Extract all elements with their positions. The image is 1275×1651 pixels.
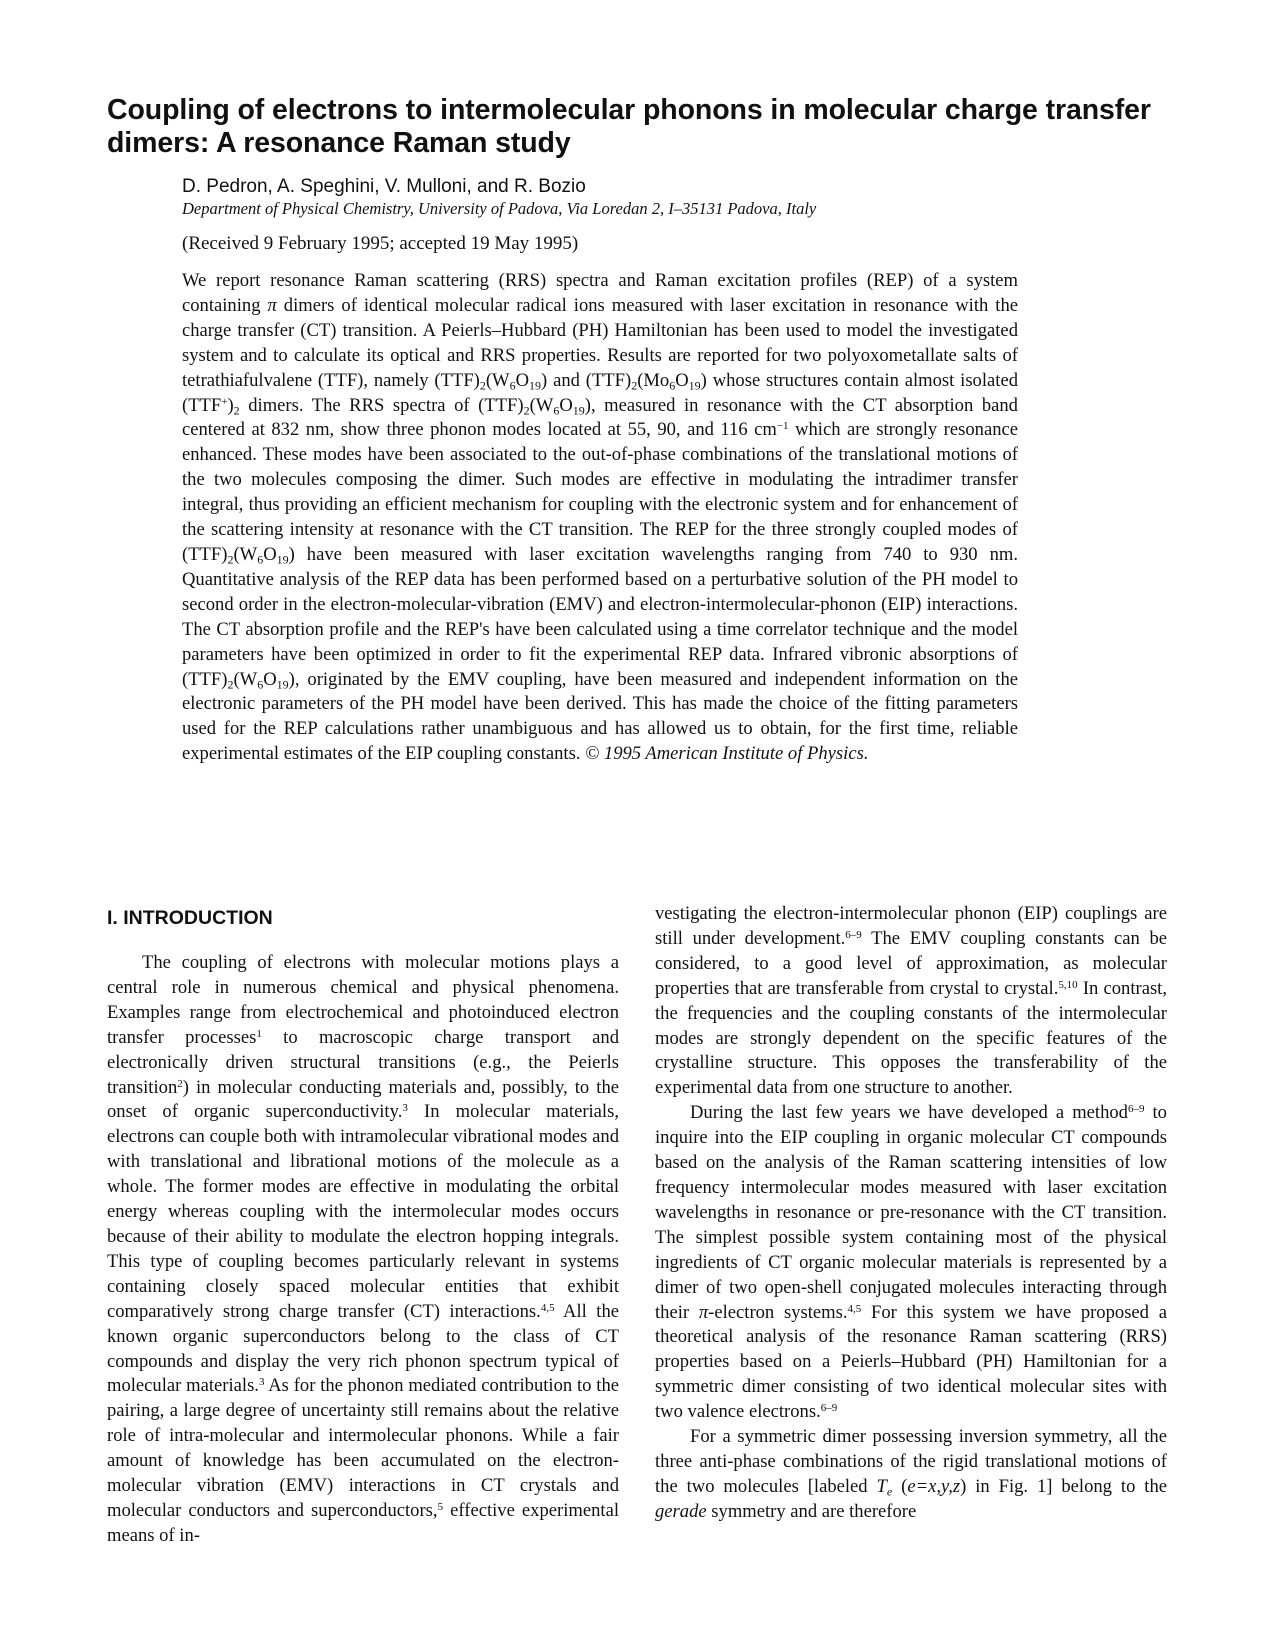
affiliation: Department of Physical Chemistry, University of Padova, Via Loredan 2, I–35131 Padova, Italy: [182, 199, 817, 218]
left-column: [107, 951, 619, 1549]
intro-paragraph-2: During the last few years we have developed a method$^{6-9}$ to inquire into the EIP coupling in organic molecular CT compounds based on the analysis of the Raman scattering intensities of low frequency intermolecular modes measured with laser excitation wavelengths in resonance or pre-resonance with the CT transition. The simplest possible system containing most of the physical ingredients of CT organic molecular materials is represented by a dimer of two open-shell conjugated molecules interacting through their π-electron systems.$^{4,5}$ For this system we have proposed a theoretical analysis of the resonance Raman scattering (RRS) properties based on a Peierls–Hubbard (PH) Hamiltonian for a symmetric dimer consisting of two identical molecular sites with two valence electrons.$^{6-9}$: [655, 1102, 1167, 1423]
copyright-notice: © 1995 American Institute of Physics.: [580, 743, 869, 765]
citation: 6–9: [1127, 1103, 1145, 1116]
intro-paragraph-3: For a symmetric dimer possessing inversion symmetry, all the three anti-phase combinations of the rigid translational motions of the two molecules [labeled $T_e$ (e=x,y,z) in Fig. 1] belong to the gerade symmetry and are therefore: [655, 1426, 1167, 1522]
citation: 1: [256, 1027, 262, 1040]
intro-paragraph-1-continued: vestigating the electron-intermolecular phonon (EIP) couplings are still under development.$^{6-9}$ The EMV coupling constants can be considered, to a good level of approximation, as molecular properties that are transferable from crystal to crystal.$^{5,10}$ In contrast, the frequencies and the coupling constants of the intermolecular modes are strongly dependent on the specific features of the crystalline structure. This opposes the transferability of the experimental data from one structure to another.: [655, 903, 1167, 1099]
citation: 6–9: [820, 1402, 838, 1415]
intro-paragraph-1: The coupling of electrons with molecular motions plays a central role in numerous chemical and physical phenomena. Examples range from electrochemical and photoinduced electron transfer processes$^1$ to macroscopic charge transport and electronically driven structural transitions (e.g., the Peierls transition$^2$) in molecular conducting materials and, possibly, to the onset of organic superconductivity.$^3$ In molecular materials, electrons can couple both with intramolecular vibrational modes and with translational and librational motions of the molecule as a whole. The former modes are effective in modulating the orbital energy whereas coupling with the intermolecular modes occurs because of their ability to modulate the electron hopping integrals. This type of coupling becomes particularly relevant in systems containing closely spaced molecular entities that exhibit comparatively strong charge transfer (CT) interactions.$^{4,5}$ All the known organic superconductors belong to the class of CT compounds and display the very rich phonon spectrum typical of molecular materials.$^3$ As for the phonon mediated contribution to the pairing, a large degree of uncertainty still remains about the relative role of intra-molecular and intermolecular phonons. While a fair amount of knowledge has been accumulated on the electron-molecular vibration (EMV) interactions in CT crystals and molecular conductors and superconductors,$^5$ effective experimental means of in-: [107, 952, 619, 1546]
citation: 5: [437, 1500, 444, 1513]
author-list: D. Pedron, A. Speghini, V. Mulloni, and R. Bozio: [182, 176, 586, 197]
received-dates: (Received 9 February 1995; accepted 19 May 1995): [182, 233, 579, 254]
citation: 2: [177, 1077, 183, 1090]
citation: 5,10: [1058, 978, 1078, 991]
citation: 4,5: [540, 1301, 555, 1314]
citation: 3: [402, 1102, 408, 1115]
section-heading: I. INTRODUCTION: [107, 907, 273, 929]
paper-title: Coupling of electrons to intermolecular phonons in molecular charge transfer dimers: A resonance Raman study: [107, 94, 1151, 159]
abstract: We report resonance Raman scattering (RRS) spectra and Raman excitation profiles (REP) of a system containing π dimers of identical molecular radical ions measured with laser excitation in resonance with the charge transfer (CT) transition. A Peierls–Hubbard (PH) Hamiltonian has been used to model the investigated system and to calculate its optical and RRS properties. Results are reported for two polyoxometallate salts of tetrathiafulvalene (TTF), namely $(TTF)_2(W_6O_{19})$ and $(TTF)_2(Mo_6O_{19})$ whose structures contain almost isolated $(TTF^+)_2$ dimers. The RRS spectra of $(TTF)_2(W_6O_{19})$, measured in resonance with the CT absorption band centered at 832 nm, show three phonon modes located at 55, 90, and 116 $cm^{-1}$ which are strongly resonance enhanced. These modes have been associated to the out-of-phase combinations of the translational motions of the two molecules composing the dimer. Such modes are effective in modulating the intradimer transfer integral, thus providing an efficient mechanism for coupling with the electronic system and for enhancement of the scattering intensity at resonance with the CT transition. The REP for the three strongly coupled modes of $(TTF)_2(W_6O_{19})$ have been measured with laser excitation wavelengths ranging from 740 to 930 nm. Quantitative analysis of the REP data has been performed based on a perturbative solution of the PH model to second order in the electron-molecular-vibration (EMV) and electron-intermolecular-phonon (EIP) interactions. The CT absorption profile and the REP's have been calculated using a time correlator technique and the model parameters have been optimized in order to fit the experimental REP data. Infrared vibronic absorptions of $(TTF)_2(W_6O_{19})$, originated by the EMV coupling, have been measured and independent information on the electronic parameters of the PH model have been derived. This has made the choice of the fitting parameters used for the REP calculations rather unambiguous and has allowed us to obtain, for the first time, reliable experimental estimates of the EIP coupling constants. © 1995 American Institute of Physics.: [182, 270, 1018, 765]
citation: 4,5: [847, 1302, 862, 1315]
citation: 6–9: [845, 928, 862, 941]
right-column: [655, 902, 1167, 1525]
citation: 3: [258, 1376, 265, 1389]
